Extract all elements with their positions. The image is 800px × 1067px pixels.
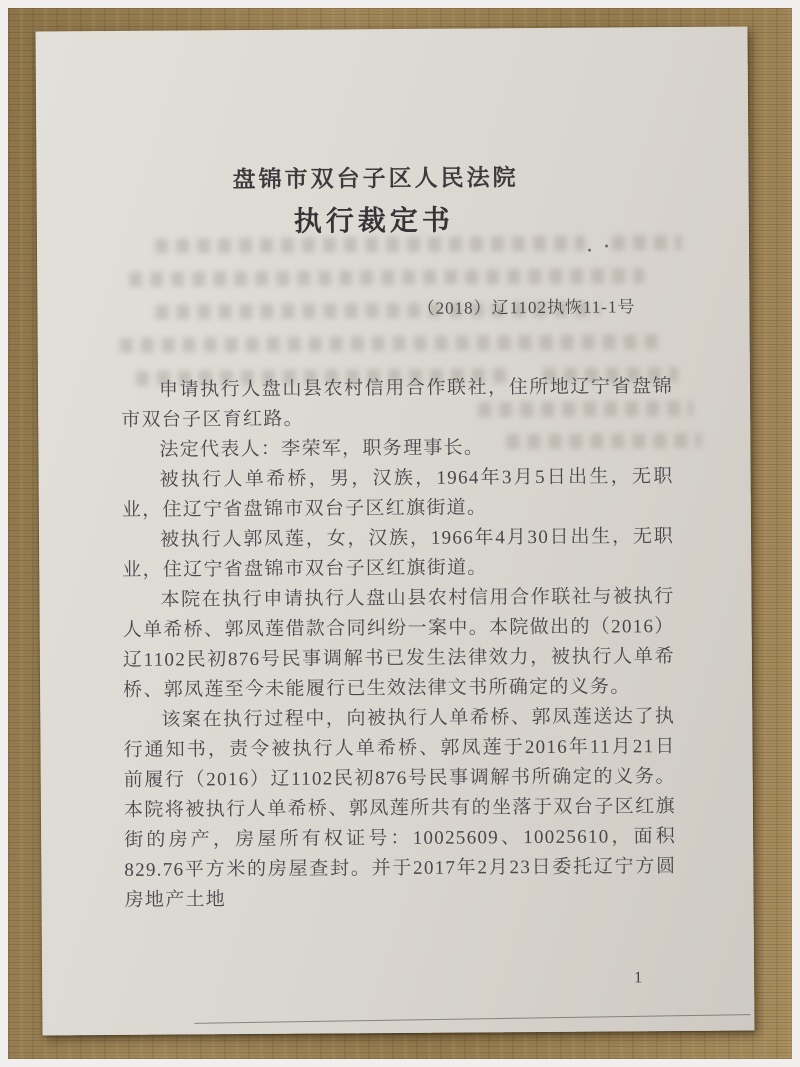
bleed-through-smudge bbox=[120, 334, 660, 353]
bleed-through-smudge bbox=[129, 268, 644, 287]
paragraph: 法定代表人：李荣军，职务理事长。 bbox=[159, 437, 485, 461]
page-number: 1 bbox=[634, 969, 643, 987]
case-number: （2018）辽1102执恢11-1号 bbox=[417, 297, 636, 318]
document-title: 执行裁定书 bbox=[293, 205, 454, 238]
underlying-sheet-edge bbox=[194, 1014, 750, 1024]
paragraph: 该案在执行过程中，向被执行人单希桥、郭凤莲送达了执行通知书，责令被执行人单希桥、郭凤莲于2016年11月21日前履行（2016）辽1102民初876号民事调解书所确定的义务。本院将被执行人单希桥、郭凤莲所共有的坐落于双台子区红旗街的房产，房屋所有权证号：10025609、10025610，面积829.76平方米的房屋查封。并于2017年2月23日委托辽宁方圆房地产土地 bbox=[123, 706, 677, 911]
paragraph: 申请执行人盘山县农村信用合作联社，住所地辽宁省盘锦市双台子区育红路。 bbox=[121, 376, 674, 431]
paragraph: 本院在执行申请执行人盘山县农村信用合作联社与被执行人单希桥、郭凤莲借款合同纠纷一案中。本院做出的（2016）辽1102民初876号民事调解书已发生法律效力，被执行人单希桥、郭凤莲至今未能履行已生效法律文书所确定的义务。 bbox=[122, 586, 675, 701]
ink-speck bbox=[605, 245, 608, 248]
document-page bbox=[36, 27, 755, 1036]
court-name: 盘锦市双台子区人民法院 bbox=[232, 165, 519, 193]
paragraph: 被执行人单希桥，男，汉族，1964年3月5日出生，无职业，住辽宁省盘锦市双台子区红旗街道。 bbox=[121, 466, 674, 521]
document-body bbox=[121, 372, 677, 916]
paragraph: 被执行人郭凤莲，女，汉族，1966年4月30日出生，无职业，住辽宁省盘锦市双台子区红旗街道。 bbox=[122, 526, 675, 581]
wood-table-background bbox=[8, 8, 792, 1059]
ink-speck bbox=[588, 249, 591, 252]
